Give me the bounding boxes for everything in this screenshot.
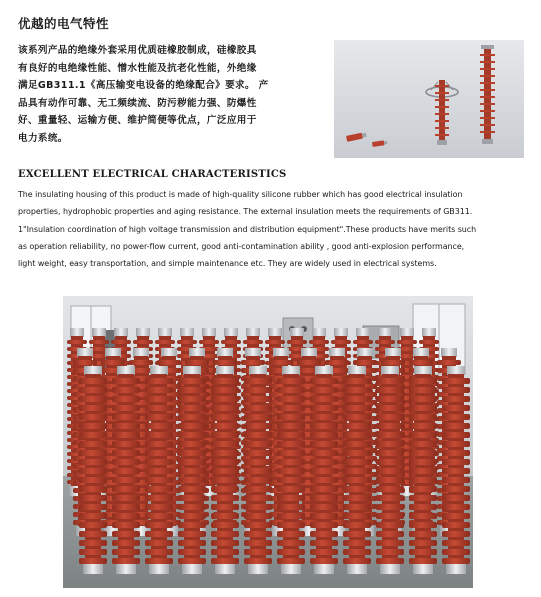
english-paragraph (18, 186, 528, 272)
english-line: as operation reliability, no power-flow current, good anti-contamination ability , good anti-explosion performance, (18, 241, 465, 251)
insulator-column (376, 366, 404, 574)
chinese-line: 该系列产品的绝缘外套采用优质硅橡胶制成，硅橡胶具 (18, 45, 257, 56)
chinese-paragraph (18, 42, 314, 148)
chinese-line: 电力系统。 (18, 132, 68, 144)
product-photo-arrester (334, 40, 524, 158)
insulator-column (112, 366, 140, 574)
factory-photo-insulators (63, 296, 473, 588)
insulator-column (310, 366, 338, 574)
insulator-column (178, 366, 206, 574)
english-line: light weight, easy transportation, and simple maintenance etc. They are widely used in electrical systems. (18, 259, 437, 269)
chinese-heading: 优越的电气特性 (18, 16, 110, 31)
english-heading: EXCELLENT ELECTRICAL CHARACTERISTICS (18, 169, 287, 180)
chinese-line: 有良好的电绝缘性能、憎水性能及抗老化性能，外绝缘 (18, 62, 257, 74)
english-line: 1"Insulation coordination of high voltage transmission and distribution equipment".These products have merits such (18, 224, 477, 234)
chinese-line: 品具有动作可靠、无工频续流、防污秽能力强、防爆性 (18, 97, 257, 109)
chinese-line: 满足GB311.1《高压输变电设备的绝缘配合》要求。 产 (18, 80, 269, 92)
insulator-column (409, 366, 437, 574)
insulator-column (442, 366, 470, 574)
english-line: The insulating housing of this product is made of high-quality silicone rubber which has good electrical insulation (18, 190, 463, 199)
english-line: properties, hydrophobic properties and aging resistance. The external insulation meets the requirements of GB311. (18, 207, 473, 217)
insulator-column (211, 366, 239, 574)
insulator-column (244, 366, 272, 574)
insulator-column (79, 366, 107, 574)
insulator-column (343, 366, 371, 574)
insulator-column (277, 366, 305, 574)
chinese-line: 好、重量轻、运输方便、维护简便等优点，广泛应用于 (18, 115, 257, 127)
insulator-column (145, 366, 173, 574)
